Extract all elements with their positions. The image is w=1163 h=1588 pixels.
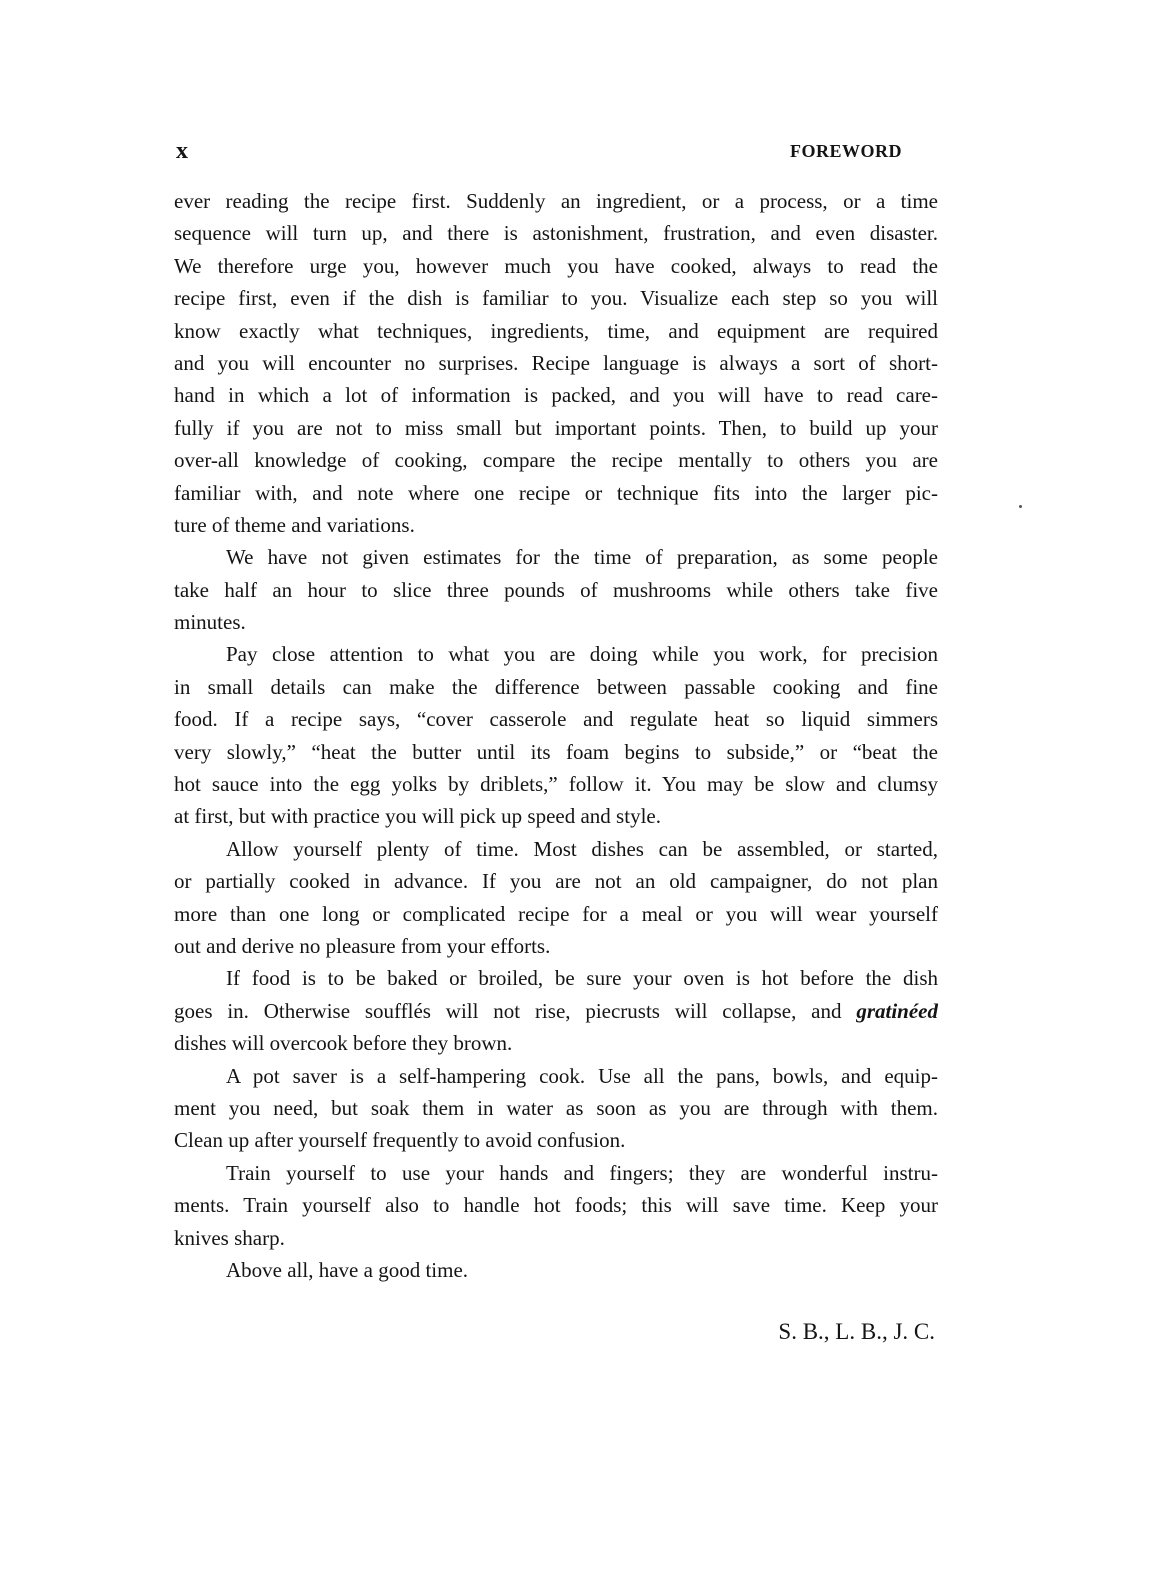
text-line: and you will encounter no surprises. Recipe language is always a sort of short-: [174, 350, 938, 375]
text-line: Clean up after yourself frequently to avoid confusion.: [174, 1128, 626, 1153]
foreword-body: [174, 185, 938, 1286]
text-line: Pay close attention to what you are doing while you work, for precision: [226, 642, 938, 667]
text-segment: goes in. Otherwise soufflés will not rise, piecrusts will collapse, and: [174, 998, 842, 1023]
text-line: hot sauce into the egg yolks by driblets,” follow it. You may be slow and clumsy: [174, 772, 938, 797]
text-line: ments. Train yourself also to handle hot foods; this will save time. Keep your: [174, 1193, 938, 1218]
text-line: ture of theme and variations.: [174, 512, 415, 537]
text-line: minutes.: [174, 610, 246, 635]
page-number: x: [176, 138, 188, 164]
text-line: out and derive no pleasure from your efforts.: [174, 933, 551, 958]
text-line: take half an hour to slice three pounds of mushrooms while others take five: [174, 577, 938, 602]
text-line: If food is to be baked or broiled, be sure your oven is hot before the dish: [226, 966, 938, 991]
scan-speck: [1019, 505, 1022, 508]
author-initials: S. B., L. B., J. C.: [778, 1319, 935, 1344]
text-line: or partially cooked in advance. If you are not an old campaigner, do not plan: [174, 869, 938, 894]
text-line: over-all knowledge of cooking, compare the recipe mentally to others you are: [174, 448, 938, 473]
text-line: ment you need, but soak them in water as soon as you are through with them.: [174, 1095, 938, 1120]
text-line: [174, 995, 938, 1027]
text-line: A pot saver is a self-hampering cook. Use all the pans, bowls, and equip-: [226, 1063, 938, 1088]
text-line: more than one long or complicated recipe for a meal or you will wear yourself: [174, 901, 938, 926]
text-line: Train yourself to use your hands and fingers; they are wonderful instru-: [226, 1160, 938, 1185]
text-line: recipe first, even if the dish is familiar to you. Visualize each step so you will: [174, 286, 938, 311]
text-line: We have not given estimates for the time of preparation, as some people: [226, 545, 938, 570]
text-line: knives sharp.: [174, 1225, 285, 1250]
text-line: Above all, have a good time.: [226, 1257, 469, 1282]
text-line: ever reading the recipe first. Suddenly an ingredient, or a process, or a time: [174, 189, 938, 213]
text-line: very slowly,” “heat the butter until its foam begins to subside,” or “beat the: [174, 739, 938, 764]
text-line: We therefore urge you, however much you have cooked, always to read the: [174, 253, 938, 278]
text-line: fully if you are not to miss small but important points. Then, to build up your: [174, 415, 938, 440]
text-line: Allow yourself plenty of time. Most dishes can be assembled, or started,: [226, 836, 938, 861]
italic-term: gratinéed: [856, 998, 938, 1023]
text-line: in small details can make the difference between passable cooking and fine: [174, 674, 938, 699]
text-line: sequence will turn up, and there is astonishment, frustration, and even disaster.: [174, 221, 938, 246]
text-line: familiar with, and note where one recipe or technique fits into the larger pic-: [174, 480, 938, 505]
running-head: [176, 136, 902, 166]
section-title: FOREWORD: [790, 141, 902, 161]
text-line: know exactly what techniques, ingredients, time, and equipment are required: [174, 318, 938, 343]
text-line: food. If a recipe says, “cover casserole and regulate heat so liquid simmers: [174, 707, 938, 732]
text-line: at first, but with practice you will pick up speed and style.: [174, 804, 661, 829]
text-line: hand in which a lot of information is packed, and you will have to read care-: [174, 383, 938, 408]
text-line: dishes will overcook before they brown.: [174, 1031, 513, 1056]
